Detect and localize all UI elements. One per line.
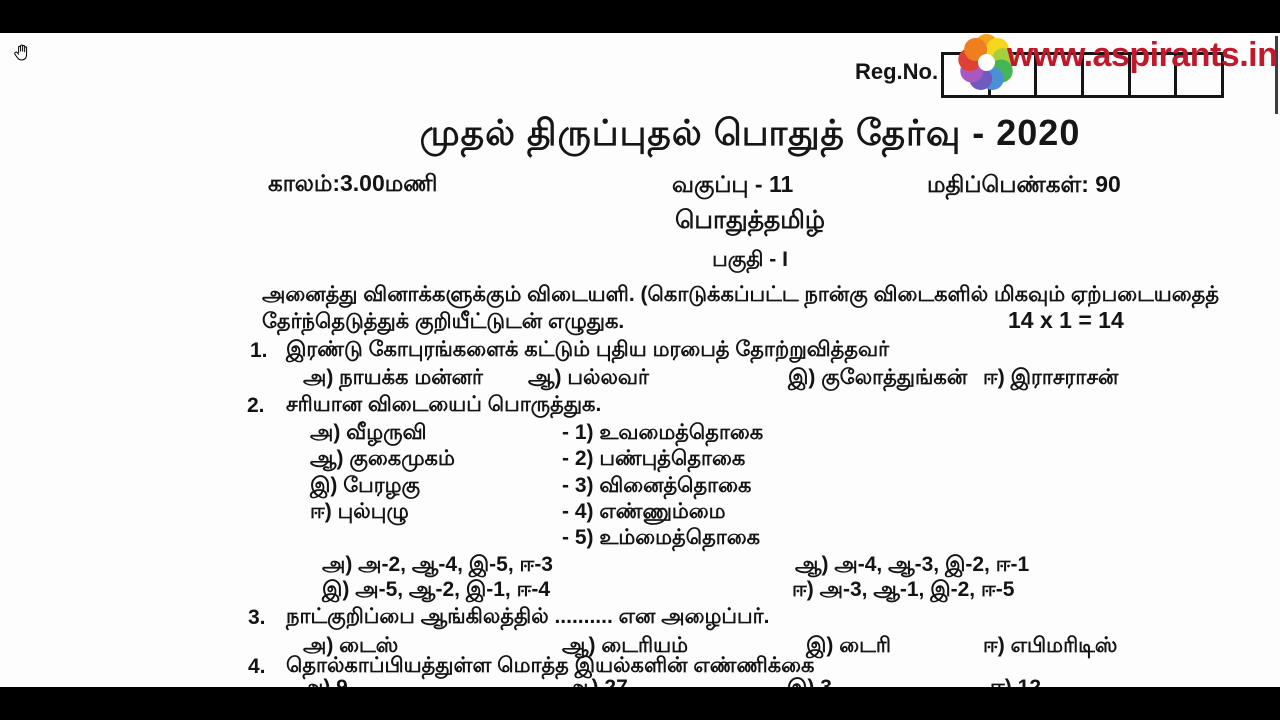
question-number: 2. bbox=[247, 394, 265, 417]
section-title: பகுதி - I bbox=[712, 248, 788, 271]
question-number: 3. bbox=[248, 606, 266, 629]
instruction-line-2: தேர்ந்தெடுத்துக் குறியீட்டுடன் எழுதுக. bbox=[262, 310, 625, 333]
question-text: தொல்காப்பியத்துள்ள மொத்த இயல்களின் எண்ணிக்கை bbox=[286, 654, 815, 677]
question-text: சரியான விடையைப் பொருத்துக. bbox=[286, 393, 602, 416]
match-left-item: ஆ) குகைமுகம் bbox=[310, 447, 455, 470]
letterbox-bottom bbox=[0, 687, 1280, 720]
question-text: நாட்குறிப்பை ஆங்கிலத்தில் .......... என அழைப்பர். bbox=[286, 605, 770, 628]
option: ஆ) அ-4, ஆ-3, இ-2, ஈ-1 bbox=[795, 553, 1030, 576]
question-text: இரண்டு கோபுரங்களைக் கட்டும் புதிய மரபைத் தோற்றுவித்தவர் bbox=[286, 338, 890, 361]
question-number: 4. bbox=[248, 655, 266, 678]
option: இ) குலோத்துங்கன் bbox=[788, 366, 968, 389]
match-right-item: - 5) உம்மைத்தொகை bbox=[562, 526, 761, 549]
option: இ) அ-5, ஆ-2, இ-1, ஈ-4 bbox=[322, 578, 551, 601]
question-number: 1. bbox=[250, 339, 268, 362]
match-left-item: இ) பேரழகு bbox=[310, 474, 421, 497]
exam-title: முதல் திருப்புதல் பொதுத் தேர்வு - 2020 bbox=[419, 112, 1081, 153]
match-right-item: - 4) எண்ணும்மை bbox=[562, 500, 726, 523]
option: அ) டைஸ் bbox=[303, 634, 399, 657]
match-left-item: ஈ) புல்புழு bbox=[310, 500, 409, 523]
option: ஈ) இராசராசன் bbox=[983, 366, 1119, 389]
reg-no-label: Reg.No. bbox=[855, 59, 939, 84]
match-right-item: - 1) உவமைத்தொகை bbox=[562, 421, 764, 444]
match-left-item: அ) வீழருவி bbox=[310, 421, 427, 444]
option: அ) நாயக்க மன்னர் bbox=[303, 366, 483, 389]
marks-label: மதிப்பெண்கள்: 90 bbox=[927, 171, 1121, 197]
option: அ) அ-2, ஆ-4, இ-5, ஈ-3 bbox=[322, 553, 553, 576]
hand-cursor-icon bbox=[12, 42, 34, 69]
option: ஆ) பல்லவர் bbox=[528, 366, 649, 389]
letterbox-top bbox=[0, 0, 1280, 33]
option: ஈ) எபிமரிடிஸ் bbox=[983, 634, 1118, 657]
match-right-item: - 3) வினைத்தொகை bbox=[562, 474, 752, 497]
match-right-item: - 2) பண்புத்தொகை bbox=[562, 447, 746, 470]
marks-formula: 14 x 1 = 14 bbox=[1008, 307, 1124, 333]
instruction-line-1: அனைத்து வினாக்களுக்கும் விடையளி. (கொடுக்கப்பட்ட நான்கு விடைகளில் மிகவும் ஏற்படையதைத் bbox=[262, 283, 1220, 306]
option: ஆ) டைரியம் bbox=[562, 634, 688, 657]
watermark-url: www.aspirants.in bbox=[1007, 36, 1278, 74]
option: இ) டைரி bbox=[806, 634, 891, 657]
subject-title: பொதுத்தமிழ் bbox=[674, 206, 826, 234]
class-label: வகுப்பு - 11 bbox=[672, 171, 794, 197]
time-label: காலம்:3.00மணி bbox=[268, 170, 438, 196]
option: ஈ) அ-3, ஆ-1, இ-2, ஈ-5 bbox=[792, 578, 1015, 601]
